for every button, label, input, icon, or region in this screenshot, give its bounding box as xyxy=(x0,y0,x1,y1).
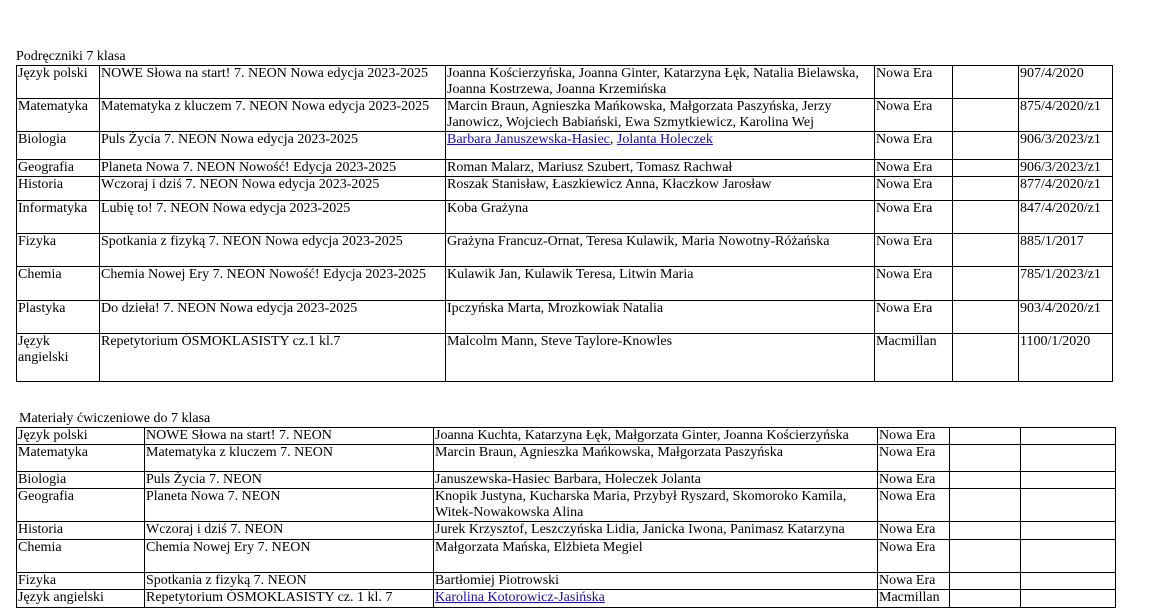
title-cell: Matematyka z kluczem 7. NEON Nowa edycja 2023-2025 xyxy=(100,99,446,132)
authors-cell xyxy=(446,301,875,334)
publisher-cell: Nowa Era xyxy=(878,540,950,573)
title-cell: Repetytorium ÓSMOKLASISTY cz.1 kl.7 xyxy=(100,334,446,382)
authors-cell xyxy=(434,428,878,445)
title-cell: Wczoraj i dziś 7. NEON xyxy=(145,522,434,540)
author-text: Knopik Justyna, Kucharska Maria, Przybył Ryszard, Skomoroko Kamila, Witek-Nowakowska Alina xyxy=(435,489,847,520)
title-cell: Planeta Nowa 7. NEON xyxy=(145,489,434,522)
author-text: Januszewska-Hasiec Barbara, Holeczek Jolanta xyxy=(435,472,701,487)
subject-cell: Historia xyxy=(17,522,145,540)
publisher-cell: Nowa Era xyxy=(875,160,953,177)
approval-number-cell xyxy=(1021,573,1116,590)
authors-cell xyxy=(446,201,875,234)
title-cell: Repetytorium ÓSMOKLASISTY cz. 1 kl. 7 xyxy=(145,590,434,608)
empty-cell xyxy=(953,99,1019,132)
title-cell: Puls Życia 7. NEON xyxy=(145,472,434,489)
author-text: Marcin Braun, Agnieszka Mańkowska, Małgorzata Paszyńska, Jerzy Janowicz, Wojciech Babiański, Ewa Szmytkiewicz, Karolina Wej xyxy=(447,99,832,130)
authors-cell xyxy=(434,472,878,489)
approval-number-cell: 885/1/2017 xyxy=(1019,234,1113,267)
empty-cell xyxy=(953,132,1019,160)
title-cell: Chemia Nowej Ery 7. NEON Nowość! Edycja 2023-2025 xyxy=(100,267,446,301)
approval-number-cell xyxy=(1021,540,1116,573)
authors-cell xyxy=(446,234,875,267)
authors-cell xyxy=(446,132,875,160)
author-text: Kulawik Jan, Kulawik Teresa, Litwin Maria xyxy=(447,267,694,282)
author-text: Jurek Krzysztof, Leszczyńska Lidia, Janicka Iwona, Panimasz Katarzyna xyxy=(435,522,845,537)
table-row xyxy=(17,132,1113,160)
section1-caption: Podręczniki 7 klasa xyxy=(16,49,126,64)
publisher-cell: Nowa Era xyxy=(875,66,953,99)
table-row xyxy=(17,66,1113,99)
empty-cell xyxy=(953,267,1019,301)
empty-cell xyxy=(950,590,1021,608)
approval-number-cell: 906/3/2023/z1 xyxy=(1019,132,1113,160)
author-link[interactable]: Jolanta Holeczek xyxy=(616,132,713,147)
empty-cell xyxy=(950,472,1021,489)
title-cell: Wczoraj i dziś 7. NEON Nowa edycja 2023-2025 xyxy=(100,177,446,201)
approval-number-cell xyxy=(1021,489,1116,522)
author-text: Malcolm Mann, Steve Taylore-Knowles xyxy=(447,334,673,349)
title-cell: Lubię to! 7. NEON Nowa edycja 2023-2025 xyxy=(100,201,446,234)
author-text: Roszak Stanisław, Łaszkiewicz Anna, Kłaczkow Jarosław xyxy=(447,177,772,192)
title-cell: Chemia Nowej Ery 7. NEON xyxy=(145,540,434,573)
publisher-cell: Nowa Era xyxy=(875,99,953,132)
empty-cell xyxy=(953,301,1019,334)
approval-number-cell xyxy=(1021,445,1116,472)
publisher-cell: Nowa Era xyxy=(875,301,953,334)
publisher-cell: Nowa Era xyxy=(875,177,953,201)
table-row xyxy=(17,234,1113,267)
approval-number-cell xyxy=(1021,472,1116,489)
publisher-cell: Nowa Era xyxy=(878,522,950,540)
publisher-cell: Nowa Era xyxy=(878,428,950,445)
section2-caption: Materiały ćwiczeniowe do 7 klasa xyxy=(19,411,211,426)
empty-cell xyxy=(953,177,1019,201)
author-text: Koba Grażyna xyxy=(447,201,529,216)
publisher-cell: Nowa Era xyxy=(878,573,950,590)
subject-cell: Język polski xyxy=(17,428,145,445)
subject-cell: Biologia xyxy=(17,132,100,160)
empty-cell xyxy=(953,66,1019,99)
table-row xyxy=(17,160,1113,177)
publisher-cell: Macmillan xyxy=(878,590,950,608)
table-row xyxy=(17,590,1116,608)
authors-cell xyxy=(434,573,878,590)
author-text: Marcin Braun, Agnieszka Mańkowska, Małgorzata Paszyńska xyxy=(435,445,783,460)
author-text: Małgorzata Mańska, Elżbieta Megiel xyxy=(435,540,643,555)
approval-number-cell xyxy=(1021,428,1116,445)
title-cell: NOWE Słowa na start! 7. NEON Nowa edycja 2023-2025 xyxy=(100,66,446,99)
title-cell: NOWE Słowa na start! 7. NEON xyxy=(145,428,434,445)
authors-cell xyxy=(446,66,875,99)
empty-cell xyxy=(953,334,1019,382)
author-text: Grażyna Francuz-Ornat, Teresa Kulawik, Maria Nowotny-Różańska xyxy=(447,234,830,249)
title-cell: Spotkania z fizyką 7. NEON Nowa edycja 2023-2025 xyxy=(100,234,446,267)
table-row xyxy=(17,99,1113,132)
author-text: Joanna Kościerzyńska, Joanna Ginter, Katarzyna Łęk, Natalia Bielawska, Joanna Kostrzewa, Joanna Krzemińska xyxy=(447,66,859,97)
subject-cell: Język angielski xyxy=(17,334,100,382)
publisher-cell: Nowa Era xyxy=(875,132,953,160)
authors-cell xyxy=(434,445,878,472)
subject-cell: Geografia xyxy=(17,160,100,177)
table-row xyxy=(17,445,1116,472)
table-row xyxy=(17,489,1116,522)
publisher-cell: Nowa Era xyxy=(878,472,950,489)
subject-cell: Fizyka xyxy=(17,234,100,267)
author-text: Roman Malarz, Mariusz Szubert, Tomasz Rachwał xyxy=(447,160,733,175)
table-row xyxy=(17,334,1113,382)
subject-cell: Historia xyxy=(17,177,100,201)
authors-cell xyxy=(434,522,878,540)
table-row xyxy=(17,573,1116,590)
exercise-materials-table xyxy=(16,427,1116,608)
subject-cell: Matematyka xyxy=(17,445,145,472)
approval-number-cell: 785/1/2023/z1 xyxy=(1019,267,1113,301)
empty-cell xyxy=(953,201,1019,234)
subject-cell: Plastyka xyxy=(17,301,100,334)
author-text: Joanna Kuchta, Katarzyna Łęk, Małgorzata Ginter, Joanna Kościerzyńska xyxy=(435,428,849,443)
publisher-cell: Macmillan xyxy=(875,334,953,382)
author-text: Ipczyńska Marta, Mrozkowiak Natalia xyxy=(447,301,664,316)
table-row xyxy=(17,267,1113,301)
empty-cell xyxy=(953,160,1019,177)
approval-number-cell: 906/3/2023/z1 xyxy=(1019,160,1113,177)
author-text: Bartłomiej Piotrowski xyxy=(435,573,560,588)
publisher-cell: Nowa Era xyxy=(878,445,950,472)
title-cell: Planeta Nowa 7. NEON Nowość! Edycja 2023-2025 xyxy=(100,160,446,177)
subject-cell: Chemia xyxy=(17,540,145,573)
empty-cell xyxy=(950,522,1021,540)
title-cell: Matematyka z kluczem 7. NEON xyxy=(145,445,434,472)
table-row xyxy=(17,301,1113,334)
publisher-cell: Nowa Era xyxy=(875,201,953,234)
empty-cell xyxy=(950,428,1021,445)
textbooks-table xyxy=(16,65,1113,382)
subject-cell: Język angielski xyxy=(17,590,145,608)
empty-cell xyxy=(950,540,1021,573)
publisher-cell: Nowa Era xyxy=(878,489,950,522)
authors-cell xyxy=(434,489,878,522)
title-cell: Puls Życia 7. NEON Nowa edycja 2023-2025 xyxy=(100,132,446,160)
title-cell: Do dzieła! 7. NEON Nowa edycja 2023-2025 xyxy=(100,301,446,334)
authors-cell xyxy=(434,590,878,608)
subject-cell: Język polski xyxy=(17,66,100,99)
authors-cell xyxy=(446,99,875,132)
subject-cell: Biologia xyxy=(17,472,145,489)
approval-number-cell: 847/4/2020/z1 xyxy=(1019,201,1113,234)
title-cell: Spotkania z fizyką 7. NEON xyxy=(145,573,434,590)
subject-cell: Geografia xyxy=(17,489,145,522)
table-row xyxy=(17,177,1113,201)
authors-cell xyxy=(446,267,875,301)
authors-cell xyxy=(434,540,878,573)
table-row xyxy=(17,472,1116,489)
table-row xyxy=(17,522,1116,540)
authors-cell xyxy=(446,177,875,201)
approval-number-cell xyxy=(1021,522,1116,540)
approval-number-cell: 877/4/2020/z1 xyxy=(1019,177,1113,201)
table-row xyxy=(17,540,1116,573)
empty-cell xyxy=(953,234,1019,267)
subject-cell: Chemia xyxy=(17,267,100,301)
author-text: , xyxy=(609,132,617,147)
authors-cell xyxy=(446,160,875,177)
subject-cell: Matematyka xyxy=(17,99,100,132)
table-row xyxy=(17,201,1113,234)
publisher-cell: Nowa Era xyxy=(875,267,953,301)
subject-cell: Fizyka xyxy=(17,573,145,590)
empty-cell xyxy=(950,445,1021,472)
author-link[interactable]: Barbara Januszewska-Hasiec xyxy=(447,132,610,147)
approval-number-cell: 903/4/2020/z1 xyxy=(1019,301,1113,334)
approval-number-cell: 1100/1/2020 xyxy=(1019,334,1113,382)
author-link[interactable]: Karolina Kotorowicz-Jasińska xyxy=(435,590,605,605)
subject-cell: Informatyka xyxy=(17,201,100,234)
authors-cell xyxy=(446,334,875,382)
table-row xyxy=(17,428,1116,445)
empty-cell xyxy=(950,573,1021,590)
approval-number-cell: 907/4/2020 xyxy=(1019,66,1113,99)
publisher-cell: Nowa Era xyxy=(875,234,953,267)
approval-number-cell: 875/4/2020/z1 xyxy=(1019,99,1113,132)
empty-cell xyxy=(950,489,1021,522)
approval-number-cell xyxy=(1021,590,1116,608)
